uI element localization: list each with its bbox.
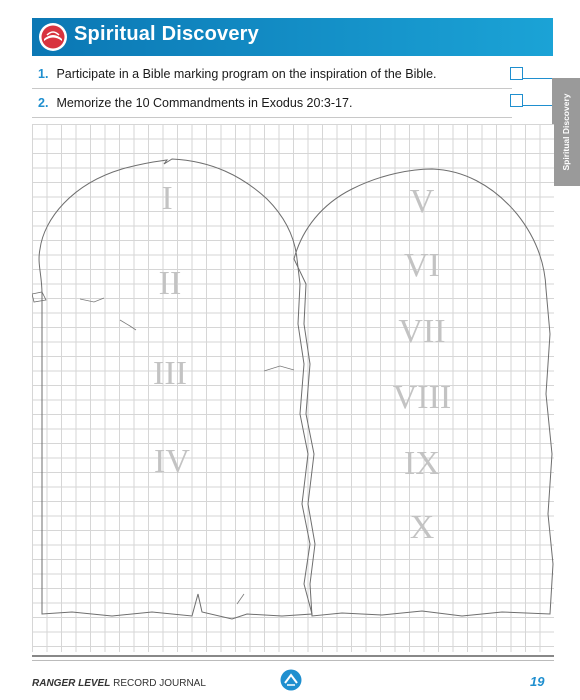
tablet-crack xyxy=(264,366,294,371)
numeral-I: I xyxy=(161,180,173,217)
footer-brand-rest: RECORD JOURNAL xyxy=(110,678,206,689)
ten-commandments-tablets xyxy=(32,124,554,652)
requirement-number: 2. xyxy=(38,96,49,110)
side-tab-label: Spiritual Discovery xyxy=(561,93,571,171)
numeral-IX: IX xyxy=(404,445,440,482)
footer-rule xyxy=(32,655,554,657)
divider xyxy=(32,117,512,118)
checkbox-underline xyxy=(523,105,554,106)
tablet-crack xyxy=(32,292,46,302)
numeral-II: II xyxy=(158,265,182,302)
tablet-crack xyxy=(237,594,244,604)
section-title: Spiritual Discovery xyxy=(74,23,259,45)
requirement-1-checkbox[interactable] xyxy=(510,67,523,80)
footer-brand xyxy=(32,678,206,689)
page-number: 19 xyxy=(530,674,545,689)
numeral-III: III xyxy=(153,355,187,392)
numeral-IV: IV xyxy=(154,443,190,480)
checkbox-underline xyxy=(523,78,554,79)
numeral-VII: VII xyxy=(398,313,446,350)
requirement-text: Participate in a Bible marking program on the inspiration of the Bible. xyxy=(56,67,437,81)
requirement-2-checkbox[interactable] xyxy=(510,94,523,107)
footer-rule xyxy=(32,660,554,661)
adventurer-logo-icon xyxy=(280,669,302,691)
tablet-crack xyxy=(80,298,104,302)
requirement-number: 1. xyxy=(38,67,49,81)
requirement-text: Memorize the 10 Commandments in Exodus 20:3-17. xyxy=(56,96,353,110)
graph-paper-area xyxy=(32,124,554,652)
numeral-V: V xyxy=(409,183,435,220)
section-header xyxy=(32,18,553,56)
requirement-1 xyxy=(38,67,437,81)
footer-brand-bold: RANGER LEVEL xyxy=(32,678,111,689)
tablet-crack xyxy=(120,320,136,330)
pathfinder-emblem-icon xyxy=(38,22,68,52)
side-section-tab xyxy=(552,78,580,186)
requirement-2 xyxy=(38,96,352,110)
numeral-VIII: VIII xyxy=(392,379,452,416)
numeral-X: X xyxy=(409,509,435,546)
divider xyxy=(32,88,512,89)
numeral-VI: VI xyxy=(404,247,440,284)
